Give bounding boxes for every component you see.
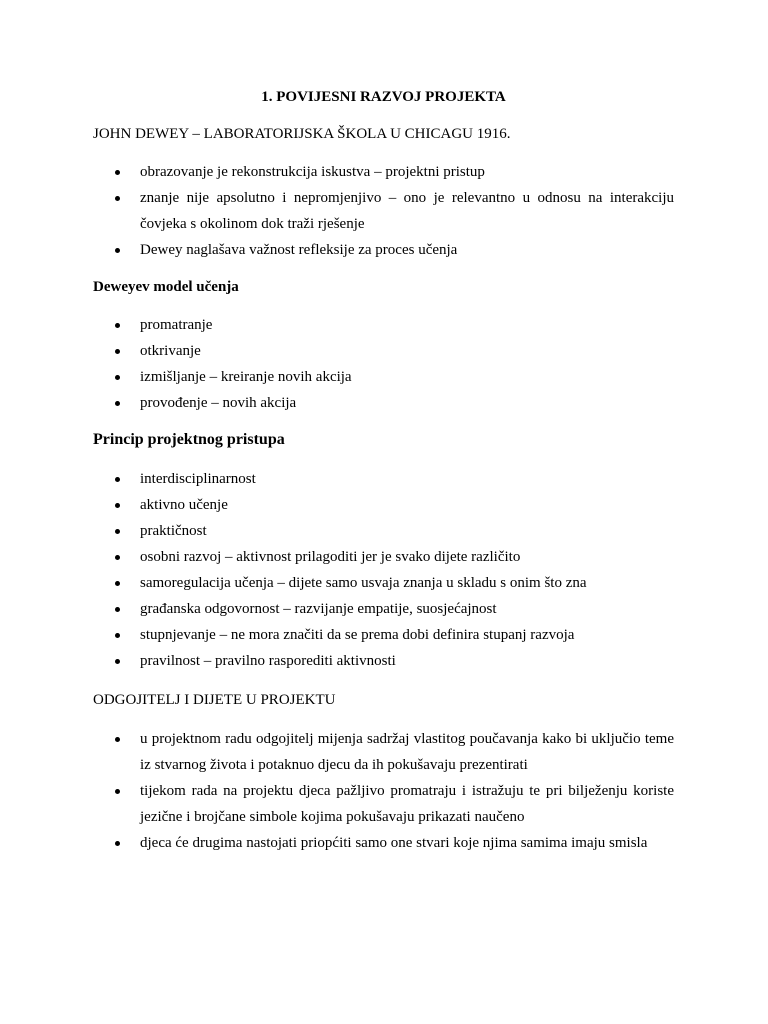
list-item: pravilnost – pravilno rasporediti aktivnosti bbox=[93, 648, 674, 674]
model-list bbox=[93, 312, 674, 416]
list-item: znanje nije apsolutno i nepromjenjivo – ono je relevantno u odnosu na interakciju čovjeka s okolinom dok traži rješenje bbox=[93, 185, 674, 237]
bullet-icon bbox=[115, 581, 120, 586]
bullet-icon bbox=[115, 633, 120, 638]
list-item: aktivno učenje bbox=[93, 492, 674, 518]
page-title: 1. POVIJESNI RAZVOJ PROJEKTA bbox=[261, 89, 506, 105]
list-item: provođenje – novih akcija bbox=[93, 390, 674, 416]
section-heading-dewey: JOHN DEWEY – LABORATORIJSKA ŠKOLA U CHICAGU 1916. bbox=[93, 126, 511, 142]
list-item: osobni razvoj – aktivnost prilagoditi jer je svako dijete različito bbox=[93, 544, 674, 570]
list-item: promatranje bbox=[93, 312, 674, 338]
list-item: tijekom rada na projektu djeca pažljivo promatraju i istražuju te pri bilježenju koriste jezične i brojčane simbole kojima pokušavaju prikazati naučeno bbox=[93, 778, 674, 830]
dewey-list bbox=[93, 159, 674, 263]
list-item: interdisciplinarnost bbox=[93, 466, 674, 492]
list-item: izmišljanje – kreiranje novih akcija bbox=[93, 364, 674, 390]
list-item: praktičnost bbox=[93, 518, 674, 544]
bullet-icon bbox=[115, 349, 120, 354]
list-item: otkrivanje bbox=[93, 338, 674, 364]
bullet-icon bbox=[115, 375, 120, 380]
bullet-icon bbox=[115, 477, 120, 482]
bullet-icon bbox=[115, 659, 120, 664]
bullet-icon bbox=[115, 503, 120, 508]
list-item: Dewey naglašava važnost refleksije za proces učenja bbox=[93, 237, 674, 263]
list-item: stupnjevanje – ne mora značiti da se prema dobi definira stupanj razvoja bbox=[93, 622, 674, 648]
list-item: djeca će drugima nastojati priopćiti samo one stvari koje njima samima imaju smisla bbox=[93, 830, 674, 856]
list-item: samoregulacija učenja – dijete samo usvaja znanja u skladu s onim što zna bbox=[93, 570, 674, 596]
bullet-icon bbox=[115, 607, 120, 612]
section-heading-principle: Princip projektnog pristupa bbox=[93, 431, 285, 448]
bullet-icon bbox=[115, 248, 120, 253]
bullet-icon bbox=[115, 401, 120, 406]
bullet-icon bbox=[115, 555, 120, 560]
section-heading-model: Deweyev model učenja bbox=[93, 279, 239, 295]
section-heading-teacher: ODGOJITELJ I DIJETE U PROJEKTU bbox=[93, 692, 336, 708]
list-item: građanska odgovornost – razvijanje empatije, suosjećajnost bbox=[93, 596, 674, 622]
bullet-icon bbox=[115, 529, 120, 534]
list-item: obrazovanje je rekonstrukcija iskustva – projektni pristup bbox=[93, 159, 674, 185]
bullet-icon bbox=[115, 196, 120, 201]
bullet-icon bbox=[115, 841, 120, 846]
list-item: u projektnom radu odgojitelj mijenja sadržaj vlastitog poučavanja kako bi uključio teme iz stvarnog života i potaknuo djecu da ih pokušavaju prezentirati bbox=[93, 726, 674, 778]
teacher-list bbox=[93, 726, 674, 856]
principle-list bbox=[93, 466, 674, 674]
bullet-icon bbox=[115, 170, 120, 175]
bullet-icon bbox=[115, 323, 120, 328]
bullet-icon bbox=[115, 737, 120, 742]
bullet-icon bbox=[115, 789, 120, 794]
